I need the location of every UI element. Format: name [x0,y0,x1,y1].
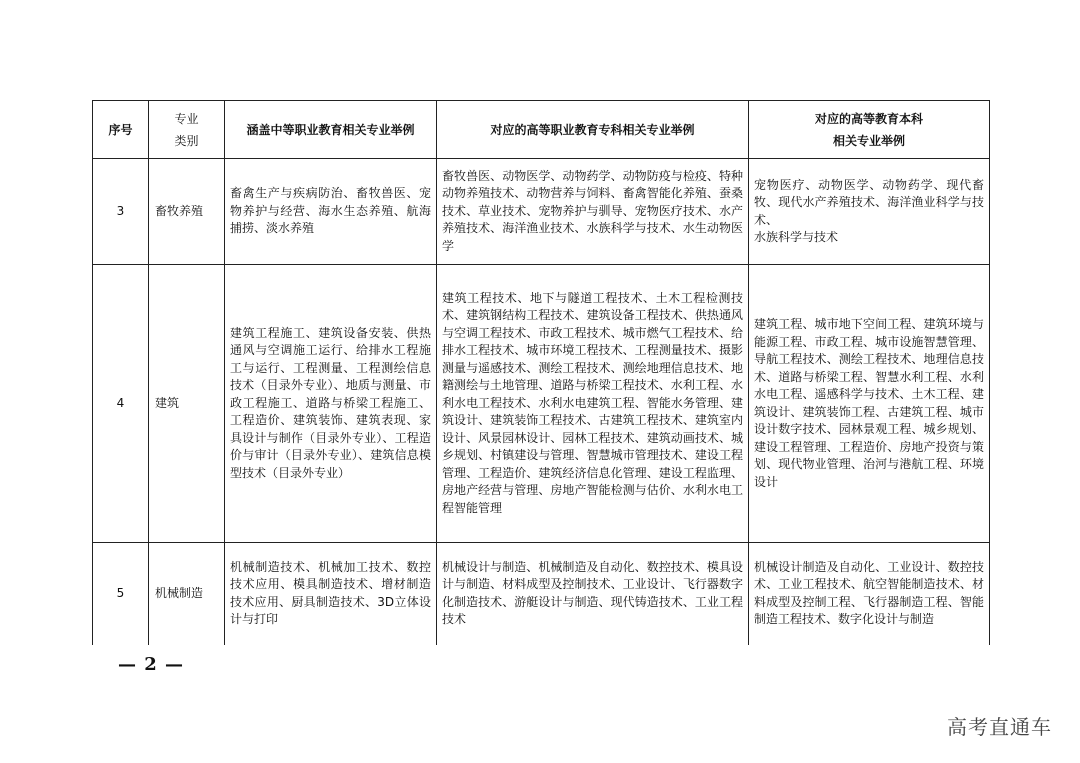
header-category [149,101,225,159]
row-undergrad: 机械设计制造及自动化、工业设计、数控技术、工业工程技术、航空智能制造技术、材料成型及控制工程、飞行器制造工程、智能制造工程技术、数字化设计与制造 [749,543,990,645]
row-category: 建筑 [149,265,225,543]
row-seq: 4 [93,265,149,543]
row-seq: 5 [93,543,149,645]
row-category: 机械制造 [149,543,225,645]
row-vocational: 建筑工程技术、地下与隧道工程技术、土木工程检测技术、建筑钢结构工程技术、建筑设备工程技术、供热通风与空调工程技术、市政工程技术、城市燃气工程技术、给排水工程技术、城市环境工程技术、工程测量技术、摄影测量与遥感技术、测绘工程技术、测绘地理信息技术、地籍测绘与土地管理、道路与桥梁工程技术、水利工程、水利水电工程技术、水利水电建筑工程、智能水务管理、建筑设计、建筑装饰工程技术、古建筑工程技术、建筑室内设计、风景园林设计、园林工程技术、建筑动画技术、城乡规划、村镇建设与管理、智慧城市管理技术、建设工程管理、工程造价、建筑经济信息化管理、建设工程监理、房地产经营与管理、房地产智能检测与估价、水利水电工程智能管理 [437,265,749,543]
major-table-container [92,100,989,645]
row-secondary: 建筑工程施工、建筑设备安装、供热通风与空调施工运行、给排水工程施工与运行、工程测量、工程测绘信息技术（目录外专业）、地质与测量、市政工程施工、道路与桥梁工程施工、工程造价、建筑装饰、建筑表现、家具设计与制作（目录外专业）、工程造价与审计（目录外专业）、建筑信息模型技术（目录外专业） [225,265,437,543]
header-undergrad [749,101,990,159]
header-seq: 序号 [93,101,149,159]
row-undergrad: 建筑工程、城市地下空间工程、建筑环境与能源工程、市政工程、城市设施智慧管理、导航工程技术、测绘工程技术、地理信息技术、道路与桥梁工程、智慧水利工程、水利水电工程、遥感科学与技术、土木工程、建筑设计、建筑装饰工程、古建筑工程、城市设计数字技术、园林景观工程、城乡规划、建设工程管理、工程造价、房地产投资与策划、现代物业管理、治河与港航工程、环境设计 [749,265,990,543]
header-vocational: 对应的高等职业教育专科相关专业举例 [437,101,749,159]
row-category: 畜牧养殖 [149,159,225,265]
row-secondary: 机械制造技术、机械加工技术、数控技术应用、模具制造技术、增材制造技术应用、厨具制造技术、3D立体设计与打印 [225,543,437,645]
row-undergrad-text: 宠物医疗、动物医学、动物药学、现代畜牧、现代水产养殖技术、海洋渔业科学与技术、 水族科学与技术 [754,177,984,244]
header-category-text: 专业 类别 [174,111,199,148]
table-header-row [93,101,990,159]
row-vocational: 畜牧兽医、动物医学、动物药学、动物防疫与检疫、特种动物养殖技术、动物营养与饲料、畜禽智能化养殖、蚕桑技术、草业技术、宠物养护与驯导、宠物医疗技术、水产养殖技术、海洋渔业技术、水族科学与技术、水生动物医学 [437,159,749,265]
row-undergrad [749,159,990,265]
major-table [92,100,990,645]
watermark-text: 高考直通车 [947,715,1052,739]
row-vocational: 机械设计与制造、机械制造及自动化、数控技术、模具设计与制造、材料成型及控制技术、工业设计、飞行器数字化制造技术、游艇设计与制造、现代铸造技术、工业工程技术 [437,543,749,645]
header-undergrad-text: 对应的高等教育本科 相关专业举例 [814,111,923,148]
table-row [93,159,990,265]
row-seq: 3 [93,159,149,265]
table-row [93,543,990,645]
row-secondary: 畜禽生产与疾病防治、畜牧兽医、宠物养护与经营、海水生态养殖、航海捕捞、淡水养殖 [225,159,437,265]
page-number: — 2 — [118,654,185,675]
header-secondary: 涵盖中等职业教育相关专业举例 [225,101,437,159]
table-row [93,265,990,543]
